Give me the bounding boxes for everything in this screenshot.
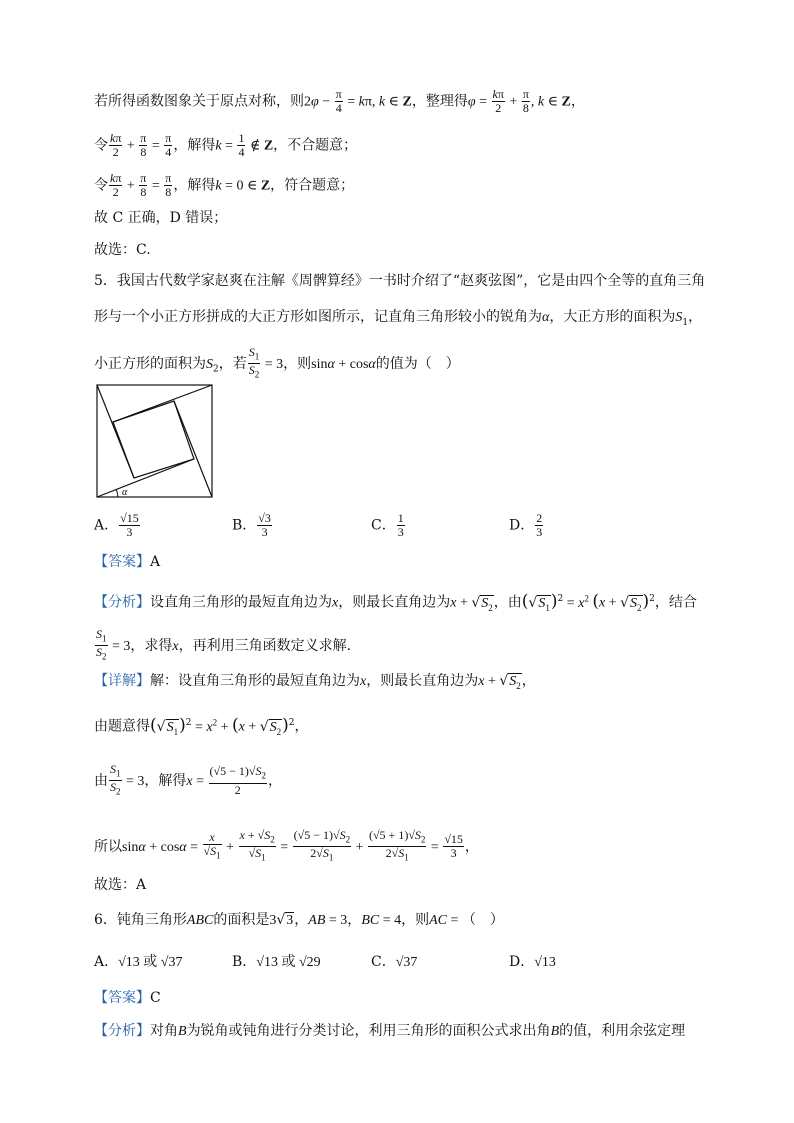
q6-option-d[interactable]: D．√13 [509,954,556,970]
prev-line-4: 故 C 正确，D 错误； [94,210,228,226]
q6-option-a[interactable]: A．√13 或 √37 [94,954,183,970]
q5-analysis-line-2: $\frac{S_1}{S_2}$ = 3，求得x，再利用三角函数定义求解. [96,627,352,662]
q5-stem-line-1: 5．我国古代数学家赵爽在注解《周髀算经》一书时介绍了“赵爽弦图”，它是由四个全等的直角三角 [94,273,706,289]
q5-stem-line-2: 形与一个小正方形拼成的大正方形如图所示，记直角三角形较小的锐角为α，大正方形的面积为$S_1$， [94,309,703,328]
q5-answer: 【答案】A [94,554,161,570]
q5-detail-line-1: 【详解】解：设直角三角形的最短直角边为x，则最长直角边为$x + √S_2$， [94,673,536,691]
q5-option-c[interactable]: C． $\frac{1}{3}$ [371,511,404,539]
q5-choose: 故选：A [94,877,147,893]
prev-line-1: 若所得函数图象关于原点对称，则2φ − $\frac{\pi}{4}$ = kπ, k ∈ Z，整理得φ = $\frac{k\pi}{2}$ + $\frac{\pi}{8}$ , k ∈ Z， [94,87,585,115]
q6-option-b[interactable]: B．√13 或 √29 [232,954,321,970]
q5-detail-line-2: 由题意得$(√S_1)^2 = x^2 + (x + √S_2)^2$， [94,715,309,737]
q5-stem-line-3: 小正方形的面积为$S_2$，若 $\frac{S_1}{S_2}$ = 3，则sinα + cosα的值为（ ） [94,345,460,380]
prev-line-2: 令 $\frac{k\pi}{2}$ + $\frac{\pi}{8}$ = $\frac{\pi}{4}$ ，解得k = $\frac{1}{4}$ ∉ Z，不合题意； [94,131,358,159]
edge-3 [174,401,212,497]
q6-answer: 【答案】C [94,990,161,1006]
alpha-label: α [122,487,128,498]
q6-analysis: 【分析】对角B为锐角或钝角进行分类讨论，利用三角形的面积公式求出角B的值，利用余弦定理 [94,1023,686,1039]
q5-option-b[interactable]: B． $\frac{√3}{3}$ [232,511,271,539]
angle-arc [116,489,118,497]
edge-1 [97,385,134,478]
q5-option-a[interactable]: A． $\frac{√15}{3}$ [94,511,139,539]
small-square [113,401,194,478]
edge-2 [97,459,194,497]
q5-analysis-line-1: 【分析】设直角三角形的最短直角边为x，则最长直角边为$x + √S_2$，由$(√S_1)^2 = x^2$ $(x + √S_2)^2$，结合 [94,591,697,613]
q6-option-c[interactable]: C．√37 [371,954,418,970]
large-square [97,385,212,497]
prev-line-5: 故选：C. [94,242,151,258]
prev-line-3: 令 $\frac{k\pi}{2}$ + $\frac{\pi}{8}$ = $\frac{\pi}{8}$ ，解得k = 0 ∈ Z，符合题意； [94,171,355,199]
q5-detail-line-4: 所以sinα + cosα = $\frac{x}{√S_1}$ + $\frac{x + √S_2}{√S_1}$ = $\frac{(√5 - 1)√S_2}{2√S_1}$ + $\frac{(√5 + 1)√S_2}{2√S_1}$ = $\frac{√15}{3}$ ， [94,828,479,863]
edge-4 [113,385,212,422]
q5-detail-line-3: 由 $\frac{S_1}{S_2}$ = 3，解得x = $\frac{(√5 - 1)√S_2}{2}$ ， [94,762,282,797]
zhao-shuang-figure [94,382,218,500]
q6-stem: 6．钝角三角形ABC的面积是3√3，AB = 3，BC = 4，则AC = （ ） [94,912,504,928]
q5-option-d[interactable]: D． $\frac{2}{3}$ [509,511,543,539]
